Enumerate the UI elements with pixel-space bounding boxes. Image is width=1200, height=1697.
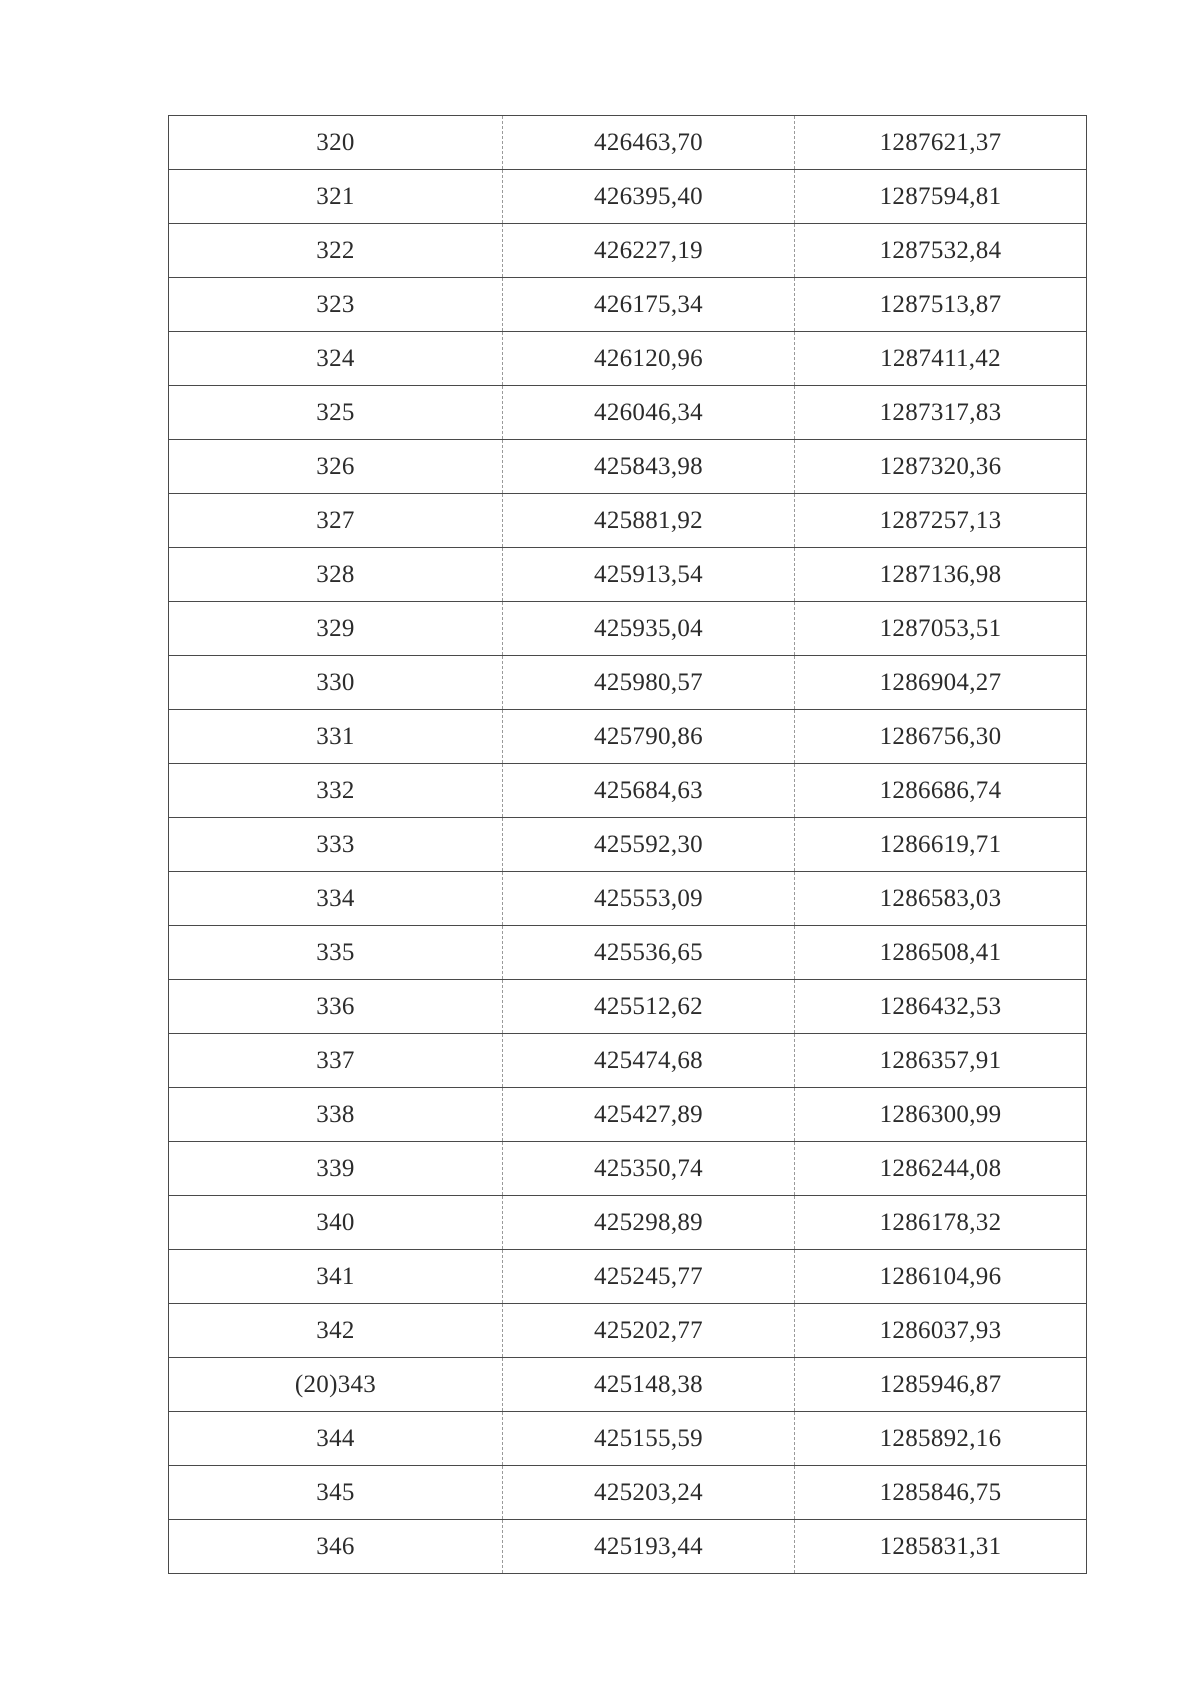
- x-coordinate-cell: 425427,89: [503, 1088, 795, 1142]
- table-row: [169, 656, 1087, 710]
- table-row: [169, 332, 1087, 386]
- coordinates-table-body: [169, 116, 1087, 1574]
- table-row: [169, 764, 1087, 818]
- point-number-cell: 341: [169, 1250, 503, 1304]
- y-coordinate-cell: 1287320,36: [795, 440, 1087, 494]
- y-coordinate-cell: 1287513,87: [795, 278, 1087, 332]
- x-coordinate-cell: 425193,44: [503, 1520, 795, 1574]
- x-coordinate-cell: 425474,68: [503, 1034, 795, 1088]
- y-coordinate-cell: 1287257,13: [795, 494, 1087, 548]
- point-number-cell: 339: [169, 1142, 503, 1196]
- point-number-cell: 345: [169, 1466, 503, 1520]
- y-coordinate-cell: 1287411,42: [795, 332, 1087, 386]
- table-row: [169, 1520, 1087, 1574]
- table-row: [169, 980, 1087, 1034]
- y-coordinate-cell: 1285831,31: [795, 1520, 1087, 1574]
- x-coordinate-cell: 426120,96: [503, 332, 795, 386]
- point-number-cell: 323: [169, 278, 503, 332]
- x-coordinate-cell: 426046,34: [503, 386, 795, 440]
- point-number-cell: (20)343: [169, 1358, 503, 1412]
- x-coordinate-cell: 425790,86: [503, 710, 795, 764]
- x-coordinate-cell: 425592,30: [503, 818, 795, 872]
- y-coordinate-cell: 1287532,84: [795, 224, 1087, 278]
- x-coordinate-cell: 426463,70: [503, 116, 795, 170]
- x-coordinate-cell: 425245,77: [503, 1250, 795, 1304]
- y-coordinate-cell: 1286357,91: [795, 1034, 1087, 1088]
- table-row: [169, 1088, 1087, 1142]
- y-coordinate-cell: 1287136,98: [795, 548, 1087, 602]
- y-coordinate-cell: 1287621,37: [795, 116, 1087, 170]
- table-row: [169, 818, 1087, 872]
- point-number-cell: 336: [169, 980, 503, 1034]
- point-number-cell: 329: [169, 602, 503, 656]
- table-row: [169, 602, 1087, 656]
- point-number-cell: 346: [169, 1520, 503, 1574]
- x-coordinate-cell: 425684,63: [503, 764, 795, 818]
- x-coordinate-cell: 425913,54: [503, 548, 795, 602]
- y-coordinate-cell: 1285946,87: [795, 1358, 1087, 1412]
- point-number-cell: 332: [169, 764, 503, 818]
- x-coordinate-cell: 425298,89: [503, 1196, 795, 1250]
- y-coordinate-cell: 1286508,41: [795, 926, 1087, 980]
- point-number-cell: 328: [169, 548, 503, 602]
- point-number-cell: 324: [169, 332, 503, 386]
- y-coordinate-cell: 1287594,81: [795, 170, 1087, 224]
- x-coordinate-cell: 425980,57: [503, 656, 795, 710]
- coordinates-table: [168, 115, 1087, 1574]
- point-number-cell: 334: [169, 872, 503, 926]
- point-number-cell: 337: [169, 1034, 503, 1088]
- x-coordinate-cell: 425935,04: [503, 602, 795, 656]
- table-row: [169, 386, 1087, 440]
- x-coordinate-cell: 425512,62: [503, 980, 795, 1034]
- y-coordinate-cell: 1286904,27: [795, 656, 1087, 710]
- table-row: [169, 1358, 1087, 1412]
- table-row: [169, 710, 1087, 764]
- table-row: [169, 1412, 1087, 1466]
- y-coordinate-cell: 1286432,53: [795, 980, 1087, 1034]
- point-number-cell: 335: [169, 926, 503, 980]
- x-coordinate-cell: 425148,38: [503, 1358, 795, 1412]
- y-coordinate-cell: 1286300,99: [795, 1088, 1087, 1142]
- y-coordinate-cell: 1286037,93: [795, 1304, 1087, 1358]
- point-number-cell: 327: [169, 494, 503, 548]
- x-coordinate-cell: 426175,34: [503, 278, 795, 332]
- point-number-cell: 325: [169, 386, 503, 440]
- table-row: [169, 1196, 1087, 1250]
- y-coordinate-cell: 1286178,32: [795, 1196, 1087, 1250]
- x-coordinate-cell: 425843,98: [503, 440, 795, 494]
- y-coordinate-cell: 1286686,74: [795, 764, 1087, 818]
- table-row: [169, 1466, 1087, 1520]
- x-coordinate-cell: 425881,92: [503, 494, 795, 548]
- table-row: [169, 548, 1087, 602]
- table-row: [169, 1304, 1087, 1358]
- x-coordinate-cell: 425553,09: [503, 872, 795, 926]
- y-coordinate-cell: 1287053,51: [795, 602, 1087, 656]
- table-row: [169, 224, 1087, 278]
- point-number-cell: 338: [169, 1088, 503, 1142]
- table-row: [169, 1034, 1087, 1088]
- x-coordinate-cell: 425536,65: [503, 926, 795, 980]
- table-row: [169, 440, 1087, 494]
- table-row: [169, 116, 1087, 170]
- x-coordinate-cell: 426395,40: [503, 170, 795, 224]
- table-row: [169, 494, 1087, 548]
- point-number-cell: 321: [169, 170, 503, 224]
- x-coordinate-cell: 426227,19: [503, 224, 795, 278]
- point-number-cell: 320: [169, 116, 503, 170]
- y-coordinate-cell: 1287317,83: [795, 386, 1087, 440]
- y-coordinate-cell: 1286619,71: [795, 818, 1087, 872]
- point-number-cell: 340: [169, 1196, 503, 1250]
- point-number-cell: 322: [169, 224, 503, 278]
- y-coordinate-cell: 1285892,16: [795, 1412, 1087, 1466]
- point-number-cell: 330: [169, 656, 503, 710]
- y-coordinate-cell: 1286104,96: [795, 1250, 1087, 1304]
- table-row: [169, 926, 1087, 980]
- x-coordinate-cell: 425350,74: [503, 1142, 795, 1196]
- table-row: [169, 278, 1087, 332]
- point-number-cell: 333: [169, 818, 503, 872]
- point-number-cell: 342: [169, 1304, 503, 1358]
- table-row: [169, 1142, 1087, 1196]
- table-row: [169, 170, 1087, 224]
- point-number-cell: 326: [169, 440, 503, 494]
- y-coordinate-cell: 1286244,08: [795, 1142, 1087, 1196]
- y-coordinate-cell: 1285846,75: [795, 1466, 1087, 1520]
- table-row: [169, 872, 1087, 926]
- y-coordinate-cell: 1286756,30: [795, 710, 1087, 764]
- x-coordinate-cell: 425155,59: [503, 1412, 795, 1466]
- x-coordinate-cell: 425202,77: [503, 1304, 795, 1358]
- y-coordinate-cell: 1286583,03: [795, 872, 1087, 926]
- point-number-cell: 331: [169, 710, 503, 764]
- x-coordinate-cell: 425203,24: [503, 1466, 795, 1520]
- table-row: [169, 1250, 1087, 1304]
- point-number-cell: 344: [169, 1412, 503, 1466]
